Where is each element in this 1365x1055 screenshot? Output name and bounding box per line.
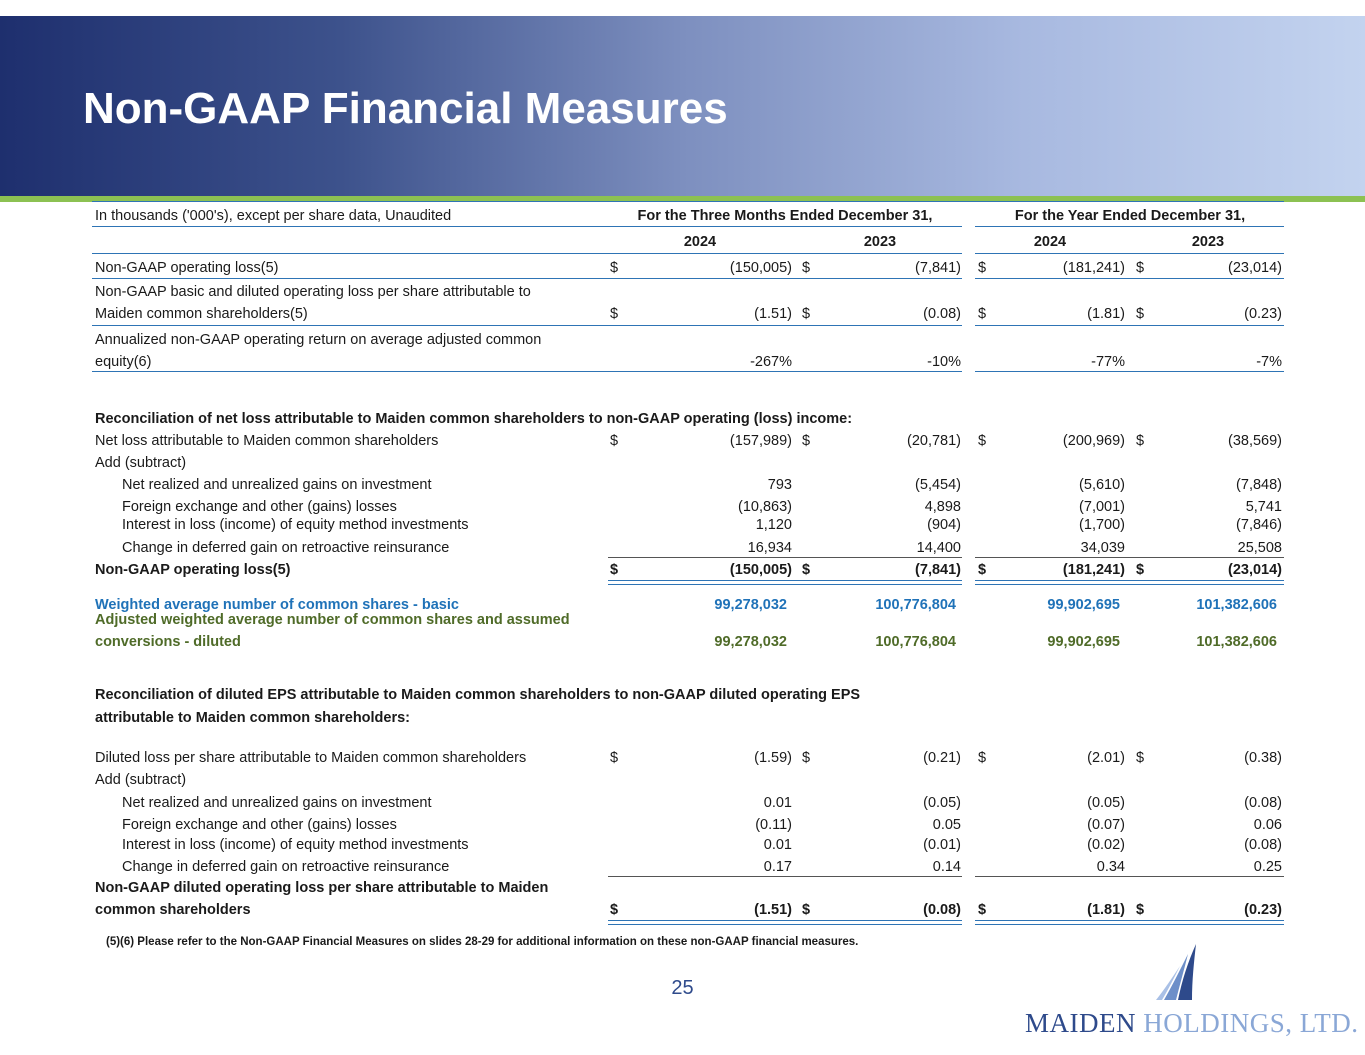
section-heading: attributable to Maiden common shareholders: [95,710,411,726]
rule [92,253,962,254]
value-cell: -77% [1091,354,1125,370]
value-cell: (0.08) [1244,837,1282,853]
total-double-rule [608,920,962,925]
row-label: equity(6) [95,354,152,370]
value-cell: 793 [767,477,792,493]
value-cell: (1.81) [1087,902,1125,918]
value-cell: 99,902,695 [1047,597,1120,613]
dollar-sign: $ [978,750,987,766]
value-cell: 4,898 [924,499,961,515]
row-label-shares-diluted: Adjusted weighted average number of common shares and assumed [95,612,570,628]
dollar-sign: $ [978,433,987,449]
rule [92,371,962,372]
row-label: Non-GAAP operating loss(5) [95,260,279,276]
dollar-sign: $ [802,306,811,322]
header-rule-year [975,226,1284,227]
value-cell: 99,278,032 [714,597,787,613]
slide-title: Non-GAAP Financial Measures [83,84,728,133]
maiden-sail-logo-icon [1152,942,1204,1002]
value-cell: (2.01) [1087,750,1125,766]
value-cell: (904) [927,517,961,533]
header-year-cell: 2023 [1191,234,1225,250]
row-label: Maiden common shareholders(5) [95,306,308,322]
dollar-sign: $ [610,902,619,918]
value-cell: -267% [750,354,792,370]
value-cell: (23,014) [1227,562,1282,578]
logo-name-secondary: HOLDINGS, LTD. [1136,1008,1359,1038]
value-cell: (0.08) [923,306,961,322]
value-cell: (157,989) [729,433,792,449]
value-cell: 0.06 [1253,817,1282,833]
dollar-sign: $ [1136,433,1145,449]
dollar-sign: $ [610,306,619,322]
value-cell: (0.01) [923,837,961,853]
subtotal-rule [975,876,1284,877]
value-cell: 0.34 [1096,859,1125,875]
value-cell: 34,039 [1080,540,1125,556]
value-cell: (0.08) [1244,795,1282,811]
header-year-cell: 2023 [863,234,897,250]
value-cell: (5,610) [1079,477,1125,493]
value-cell: 16,934 [747,540,792,556]
dollar-sign: $ [978,260,987,276]
value-cell: (5,454) [915,477,961,493]
dollar-sign: $ [610,433,619,449]
row-label-indented: Net realized and unrealized gains on investment [122,795,432,811]
header-rule [92,201,1284,202]
value-cell: 100,776,804 [875,634,956,650]
value-cell: (150,005) [729,260,792,276]
rule [975,371,1284,372]
row-label: Non-GAAP basic and diluted operating loss per share attributable to [95,284,531,300]
row-label-total: Non-GAAP operating loss(5) [95,562,291,578]
total-double-rule [975,920,1284,925]
value-cell: 0.17 [763,859,792,875]
row-label-indented: Interest in loss (income) of equity method investments [122,837,469,853]
footnote: (5)(6) Please refer to the Non-GAAP Financial Measures on slides 28-29 for additional information on these non-GAAP financial measures. [106,936,859,948]
value-cell: (7,001) [1079,499,1125,515]
value-cell: (1.81) [1087,306,1125,322]
value-cell: (181,241) [1062,260,1125,276]
value-cell: (0.38) [1244,750,1282,766]
value-cell: 0.14 [932,859,961,875]
value-cell: (0.21) [923,750,961,766]
value-cell: (1.59) [754,750,792,766]
value-cell: (0.02) [1087,837,1125,853]
dollar-sign: $ [1136,306,1145,322]
value-cell: 0.01 [763,795,792,811]
rule [92,278,962,279]
rule [975,278,1284,279]
dollar-sign: $ [1136,902,1145,918]
row-label: Annualized non-GAAP operating return on average adjusted common [95,332,542,348]
dollar-sign: $ [978,562,987,578]
dollar-sign: $ [1136,750,1145,766]
row-label-indented: Interest in loss (income) of equity method investments [122,517,469,533]
value-cell: 99,902,695 [1047,634,1120,650]
value-cell: 1,120 [755,517,792,533]
row-label-indented: Change in deferred gain on retroactive reinsurance [122,859,450,875]
value-cell: (181,241) [1062,562,1125,578]
value-cell: (7,841) [915,260,961,276]
logo-name-primary: MAIDEN [1025,1008,1136,1038]
header-rule-under-caption [92,226,610,227]
value-cell: 101,382,606 [1196,597,1277,613]
dollar-sign: $ [802,562,811,578]
value-cell: 25,508 [1237,540,1282,556]
row-label-indented: Foreign exchange and other (gains) losses [122,817,397,833]
value-cell: (0.05) [923,795,961,811]
value-cell: (0.07) [1087,817,1125,833]
section-heading: Reconciliation of net loss attributable to Maiden common shareholders to non-GAAP operating (loss) income: [95,411,853,427]
value-cell: (0.11) [755,817,792,833]
dollar-sign: $ [802,433,811,449]
value-cell: (200,969) [1062,433,1125,449]
value-cell: 0.01 [763,837,792,853]
total-double-rule [608,580,962,585]
row-label-indented: Foreign exchange and other (gains) losses [122,499,397,515]
dollar-sign: $ [1136,562,1145,578]
value-cell: 101,382,606 [1196,634,1277,650]
value-cell: (0.05) [1087,795,1125,811]
subtotal-rule [975,557,1284,558]
rule [975,325,1284,326]
dollar-sign: $ [610,260,619,276]
total-double-rule [975,580,1284,585]
value-cell: (23,014) [1227,260,1282,276]
row-label: Net loss attributable to Maiden common shareholders [95,433,439,449]
row-label: Diluted loss per share attributable to Maiden common shareholders [95,750,527,766]
table-caption: In thousands ('000's), except per share data, Unaudited [95,208,452,224]
company-logo-text [1025,1008,1359,1039]
value-cell: (1,700) [1079,517,1125,533]
value-cell: -10% [927,354,961,370]
section-heading: Reconciliation of diluted EPS attributable to Maiden common shareholders to non-GAAP diluted operating EPS [95,687,861,703]
value-cell: 99,278,032 [714,634,787,650]
dollar-sign: $ [1136,260,1145,276]
header-year-cell: 2024 [1033,234,1067,250]
value-cell: (0.23) [1244,306,1282,322]
value-cell: (10,863) [737,499,792,515]
dollar-sign: $ [978,306,987,322]
value-cell: 14,400 [916,540,961,556]
value-cell: (7,846) [1236,517,1282,533]
dollar-sign: $ [802,750,811,766]
row-label-shares-diluted: conversions - diluted [95,634,241,650]
value-cell: -7% [1256,354,1282,370]
rule [975,253,1284,254]
row-label-total: Non-GAAP diluted operating loss per share attributable to Maiden [95,880,549,896]
value-cell: (0.23) [1244,902,1282,918]
subtotal-rule [608,557,962,558]
header-year-cell: 2024 [683,234,717,250]
value-cell: (7,848) [1236,477,1282,493]
value-cell: (7,841) [915,562,961,578]
value-cell: (1.51) [754,306,792,322]
value-cell: (1.51) [754,902,792,918]
dollar-sign: $ [802,902,811,918]
value-cell: 0.05 [932,817,961,833]
header-year: For the Year Ended December 31, [1014,208,1246,224]
row-label-shares-basic: Weighted average number of common shares - basic [95,597,459,613]
header-rule-three-months [610,226,962,227]
value-cell: (38,569) [1227,433,1282,449]
rule [92,325,962,326]
dollar-sign: $ [978,902,987,918]
header-three-months: For the Three Months Ended December 31, [637,208,933,224]
page-number: 25 [671,977,694,999]
row-label: Add (subtract) [95,772,187,788]
value-cell: (20,781) [906,433,961,449]
dollar-sign: $ [610,562,619,578]
row-label-total: common shareholders [95,902,251,918]
value-cell: 5,741 [1245,499,1282,515]
value-cell: 100,776,804 [875,597,956,613]
subtotal-rule [608,876,962,877]
dollar-sign: $ [802,260,811,276]
row-label-indented: Net realized and unrealized gains on investment [122,477,432,493]
value-cell: 0.25 [1253,859,1282,875]
value-cell: (0.08) [923,902,961,918]
row-label: Add (subtract) [95,455,187,471]
value-cell: (150,005) [729,562,792,578]
row-label-indented: Change in deferred gain on retroactive reinsurance [122,540,450,556]
dollar-sign: $ [610,750,619,766]
